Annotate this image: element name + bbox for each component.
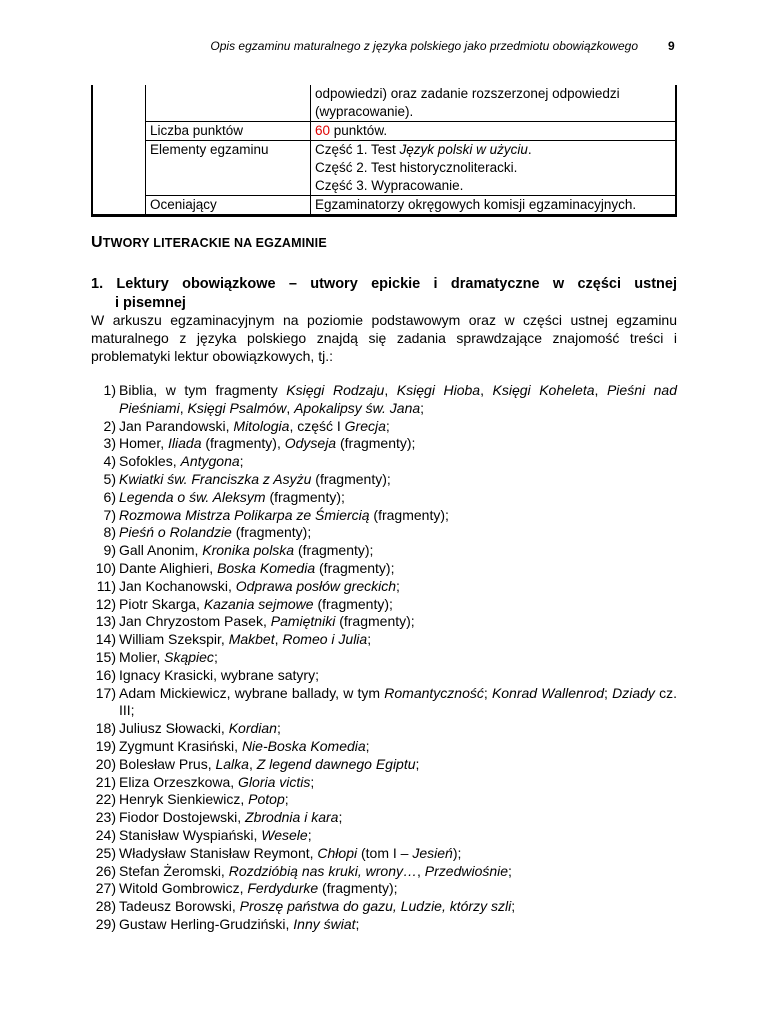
part1-italic: Język polski w użyciu [399, 142, 528, 157]
list-item [91, 524, 677, 542]
list-item-text: Homer, [119, 435, 169, 452]
list-item-text: Jan Chryzostom Pasek, [119, 613, 271, 630]
list-item-title: Dziady [612, 684, 655, 701]
list-item [91, 898, 677, 916]
list-item-text: , [480, 382, 493, 398]
elements-label: Elementy egzaminu [146, 141, 311, 196]
list-item-title: Inny świat [293, 915, 356, 932]
list-item-text: ; [307, 826, 312, 843]
list-item-title: Gloria victis [238, 773, 311, 790]
table-cell-empty [92, 85, 146, 216]
continuation-line2: (wypracowanie). [315, 104, 414, 119]
list-item-title: Skąpiec [164, 648, 214, 665]
list-item-number: 10) [95, 559, 116, 576]
list-item [91, 720, 677, 738]
list-item-number: 17) [95, 684, 116, 701]
list-item-text: ; [310, 773, 315, 790]
list-item-title: Wesele [261, 826, 308, 843]
list-item-title: Zbrodnia i kara [245, 809, 339, 826]
list-item-text: Juliusz Słowacki, [119, 720, 229, 737]
list-item-title: Księgi Koheleta [492, 382, 595, 398]
list-item-title: Przedwiośnie [424, 862, 509, 879]
page-number: 9 [668, 39, 675, 53]
list-item-text: ; [420, 399, 425, 416]
list-item [91, 418, 677, 436]
list-item-title: Apokalipsy św. Jana [294, 399, 421, 416]
list-item-title: Romeo i Julia [282, 631, 368, 648]
list-item [91, 613, 677, 631]
list-item-title: Legenda o św. Aleksym [119, 488, 266, 505]
page-header [0, 39, 768, 57]
list-item-text: William Szekspir, [119, 631, 229, 648]
list-item-title: Księgi Hioba [396, 382, 481, 398]
subsection-line2: i pisemnej [115, 295, 186, 311]
list-item-text: (fragmenty), [201, 435, 285, 452]
header-title: Opis egzaminu maturalnego z języka polskiego jako przedmiotu obowiązkowego [210, 39, 638, 53]
table-cell-empty [146, 85, 311, 122]
list-item-text: Piotr Skarga, [119, 595, 204, 612]
list-item-text: cz. III; [119, 684, 677, 719]
list-item [91, 916, 677, 934]
list-item-title: Boska Komedia [217, 559, 316, 576]
list-item-title: Pieśń o Rolandzie [119, 524, 232, 541]
points-label: Liczba punktów [146, 122, 311, 141]
points-suffix: punktów. [330, 123, 388, 138]
list-item-text: ; [338, 809, 343, 826]
list-item-text: , [417, 862, 425, 879]
list-item-text: Jan Parandowski, [119, 417, 234, 434]
list-item-title: Odprawa posłów greckich [235, 577, 397, 594]
list-item [91, 435, 677, 453]
list-item-text: , [248, 755, 257, 772]
list-item-text: Fiodor Dostojewski, [119, 809, 246, 826]
list-item-text: Gustaw Herling-Grudziński, [119, 915, 294, 932]
list-item-title: Z legend dawnego Egiptu [256, 755, 416, 772]
list-item [91, 471, 677, 489]
list-item-text: ; [365, 737, 370, 754]
points-value: 60 [315, 123, 331, 138]
list-item-text: ; [508, 862, 512, 879]
list-item [91, 667, 677, 685]
list-item-text: Zygmunt Krasiński, [119, 737, 242, 754]
list-item-text: (tom I – [357, 844, 413, 861]
list-item-text: Stanisław Wyspiański, [119, 826, 262, 843]
part1-suffix: . [527, 142, 532, 157]
list-item-title: Grecja [344, 417, 386, 434]
list-item-number: 2) [103, 417, 116, 434]
list-item-number: 24) [95, 826, 116, 843]
list-item [91, 507, 677, 525]
list-item-number: 20) [95, 755, 116, 772]
section-title: UTWORY LITERACKIE NA EGZAMINIE [91, 234, 327, 251]
reading-list [91, 382, 677, 934]
list-item-title: Nie-Boska Komedia [241, 737, 366, 754]
list-item [91, 649, 677, 667]
list-item [91, 827, 677, 845]
elements-value-cell [311, 141, 677, 196]
list-item-number: 21) [95, 773, 116, 790]
list-item [91, 774, 677, 792]
list-item-title: Księgi Rodzaju [286, 382, 385, 398]
list-item-number: 28) [95, 898, 116, 915]
list-item-text: ; [367, 631, 372, 648]
list-item-title: Antygona [180, 453, 240, 470]
list-item-text: Stefan Żeromski, [119, 862, 229, 879]
points-value-cell [311, 122, 677, 141]
subsection-heading [91, 275, 677, 313]
list-item [91, 453, 677, 471]
list-item-text: , [274, 631, 283, 648]
list-item-text: (fragmenty); [335, 613, 415, 630]
list-item [91, 542, 677, 560]
list-item-text: (fragmenty); [313, 595, 393, 612]
exam-info-table [91, 85, 677, 217]
subsection-line1: 1. Lektury obowiązkowe – utwory epickie i dramatyczne w części ustnej [91, 276, 677, 292]
list-item-text: Eliza Orzeszkowa, [119, 773, 239, 790]
list-item-text: Molier, [119, 648, 165, 665]
list-item-text: , [286, 399, 295, 416]
list-item-text: ; [511, 898, 516, 915]
list-item-title: Makbet [228, 631, 275, 648]
list-item-title: Kazania sejmowe [203, 595, 314, 612]
list-item-text: (fragmenty); [336, 435, 416, 452]
list-item-text: (fragmenty); [311, 470, 391, 487]
list-item-number: 5) [103, 470, 116, 487]
list-item-number: 3) [103, 435, 116, 452]
list-item-text: ; [604, 684, 613, 701]
list-item-text: (fragmenty); [315, 559, 395, 576]
list-item-title: Romantyczność [384, 684, 484, 701]
table-row [92, 141, 676, 196]
list-item-text: Dante Alighieri, [119, 559, 218, 576]
list-item-text: Jan Kochanowski, [119, 577, 236, 594]
list-item-text: (fragmenty); [318, 880, 398, 897]
list-item-text: Gall Anonim, [119, 542, 203, 559]
continuation-line1: odpowiedzi) oraz zadanie rozszerzonej odpowiedzi [315, 86, 620, 101]
list-item [91, 382, 677, 418]
list-item-title: Jesień [412, 844, 453, 861]
list-item-text: ; [284, 791, 289, 808]
list-item-text: ; [355, 915, 360, 932]
list-item [91, 631, 677, 649]
list-item-title: Iliada [168, 435, 202, 452]
list-item [91, 578, 677, 596]
list-item-text: Biblia, w tym fragmenty [119, 382, 287, 398]
list-item-title: Konrad Wallenrod [491, 684, 605, 701]
list-item [91, 560, 677, 578]
list-item-number: 14) [95, 631, 116, 648]
list-item [91, 845, 677, 863]
list-item-number: 4) [103, 453, 116, 470]
list-item-title: Kwiatki św. Franciszka z Asyżu [119, 470, 312, 487]
list-item-text: ); [452, 844, 462, 861]
graders-label: Oceniający [146, 196, 311, 216]
list-item-title: Pamiętniki [270, 613, 336, 630]
part3: Część 3. Wypracowanie. [315, 178, 464, 193]
graders-value: Egzaminatorzy okręgowych komisji egzaminacyjnych. [311, 196, 677, 216]
list-item-text: Władysław Stanisław Reymont, [119, 844, 318, 861]
list-item-number: 15) [95, 648, 116, 665]
list-item-title: Odyseja [284, 435, 337, 452]
list-item-text: (fragmenty); [231, 524, 312, 541]
list-item [91, 685, 677, 721]
list-item-text: Witold Gombrowicz, [119, 880, 248, 897]
list-item [91, 756, 677, 774]
list-item-text: ; [276, 720, 281, 737]
list-item-text: , [384, 382, 397, 398]
list-item-text: (fragmenty); [265, 488, 345, 505]
list-item [91, 880, 677, 898]
list-item-number: 29) [95, 915, 116, 932]
list-item-number: 12) [95, 595, 116, 612]
list-item-title: Proszę państwa do gazu, Ludzie, którzy szli [239, 898, 512, 915]
list-item-number: 23) [95, 809, 116, 826]
list-item-number: 8) [103, 524, 116, 541]
list-item-text: ; [385, 417, 390, 434]
list-item-number: 16) [95, 666, 116, 683]
part2: Część 2. Test historycznoliteracki. [315, 160, 518, 175]
table-row [92, 196, 676, 216]
list-item-number: 27) [95, 880, 116, 897]
list-item-title: Mitologia [233, 417, 290, 434]
list-item-title: Chłopi [317, 844, 358, 861]
table-cell-continuation [311, 85, 677, 122]
list-item [91, 863, 677, 881]
list-item-number: 13) [95, 613, 116, 630]
list-item-text: ; [483, 684, 492, 701]
list-item-number: 22) [95, 791, 116, 808]
list-item-number: 26) [95, 862, 116, 879]
list-item-text: Henryk Sienkiewicz, [119, 791, 249, 808]
list-item-title: Kordian [228, 720, 277, 737]
list-item-title: Rozmowa Mistrza Polikarpa ze Śmiercią [119, 506, 370, 523]
list-item-text: , część I [289, 417, 345, 434]
list-item-title: Kronika polska [202, 542, 295, 559]
list-item-text: ; [213, 648, 218, 665]
list-item-text: (fragmenty); [369, 506, 449, 523]
list-item-text: , [179, 399, 188, 416]
list-item-text: Bolesław Prus, [119, 755, 216, 772]
list-item-number: 11) [96, 577, 116, 594]
list-item-text: Sofokles, [119, 453, 181, 470]
table-row [92, 85, 676, 122]
list-item-title: Rozdzióbią nas kruki, wrony… [228, 862, 417, 879]
list-item-title: Potop [248, 791, 285, 808]
list-item-title: Księgi Psalmów [187, 399, 287, 416]
list-item-text: ; [415, 755, 420, 772]
list-item [91, 596, 677, 614]
list-item-text: , [594, 382, 607, 398]
list-item-number: 6) [103, 488, 116, 505]
list-item [91, 738, 677, 756]
list-item-number: 9) [103, 542, 116, 559]
table-row [92, 122, 676, 141]
list-item-title: Pieśni nad Pieśniami [119, 382, 678, 416]
part1-prefix: Część 1. Test [315, 142, 400, 157]
list-item-text: (fragmenty); [294, 542, 374, 559]
list-item-title: Lalka [215, 755, 249, 772]
list-item-text: ; [396, 577, 400, 594]
intro-paragraph: W arkuszu egzaminacyjnym na poziomie podstawowym oraz w części ustnej egzaminu maturalnego z języka polskiego znajdą się zadania sprawdzające znajomość treści i problematyki lektur obowiązkowych, tj.: [91, 312, 677, 364]
list-item-number: 25) [95, 844, 116, 861]
list-item-number: 7) [103, 506, 116, 523]
list-item [91, 791, 677, 809]
list-item-title: Ferdydurke [247, 880, 319, 897]
list-item-number: 18) [95, 720, 116, 737]
list-item-number: 19) [95, 737, 116, 754]
list-item-text: Adam Mickiewicz, wybrane ballady, w tym [119, 684, 385, 701]
list-item-text: Tadeusz Borowski, [119, 898, 240, 915]
list-item [91, 809, 677, 827]
list-item-number: 1) [103, 382, 116, 398]
list-item-text: ; [239, 453, 244, 470]
list-item-text: Ignacy Krasicki, wybrane satyry; [119, 666, 319, 683]
list-item [91, 489, 677, 507]
